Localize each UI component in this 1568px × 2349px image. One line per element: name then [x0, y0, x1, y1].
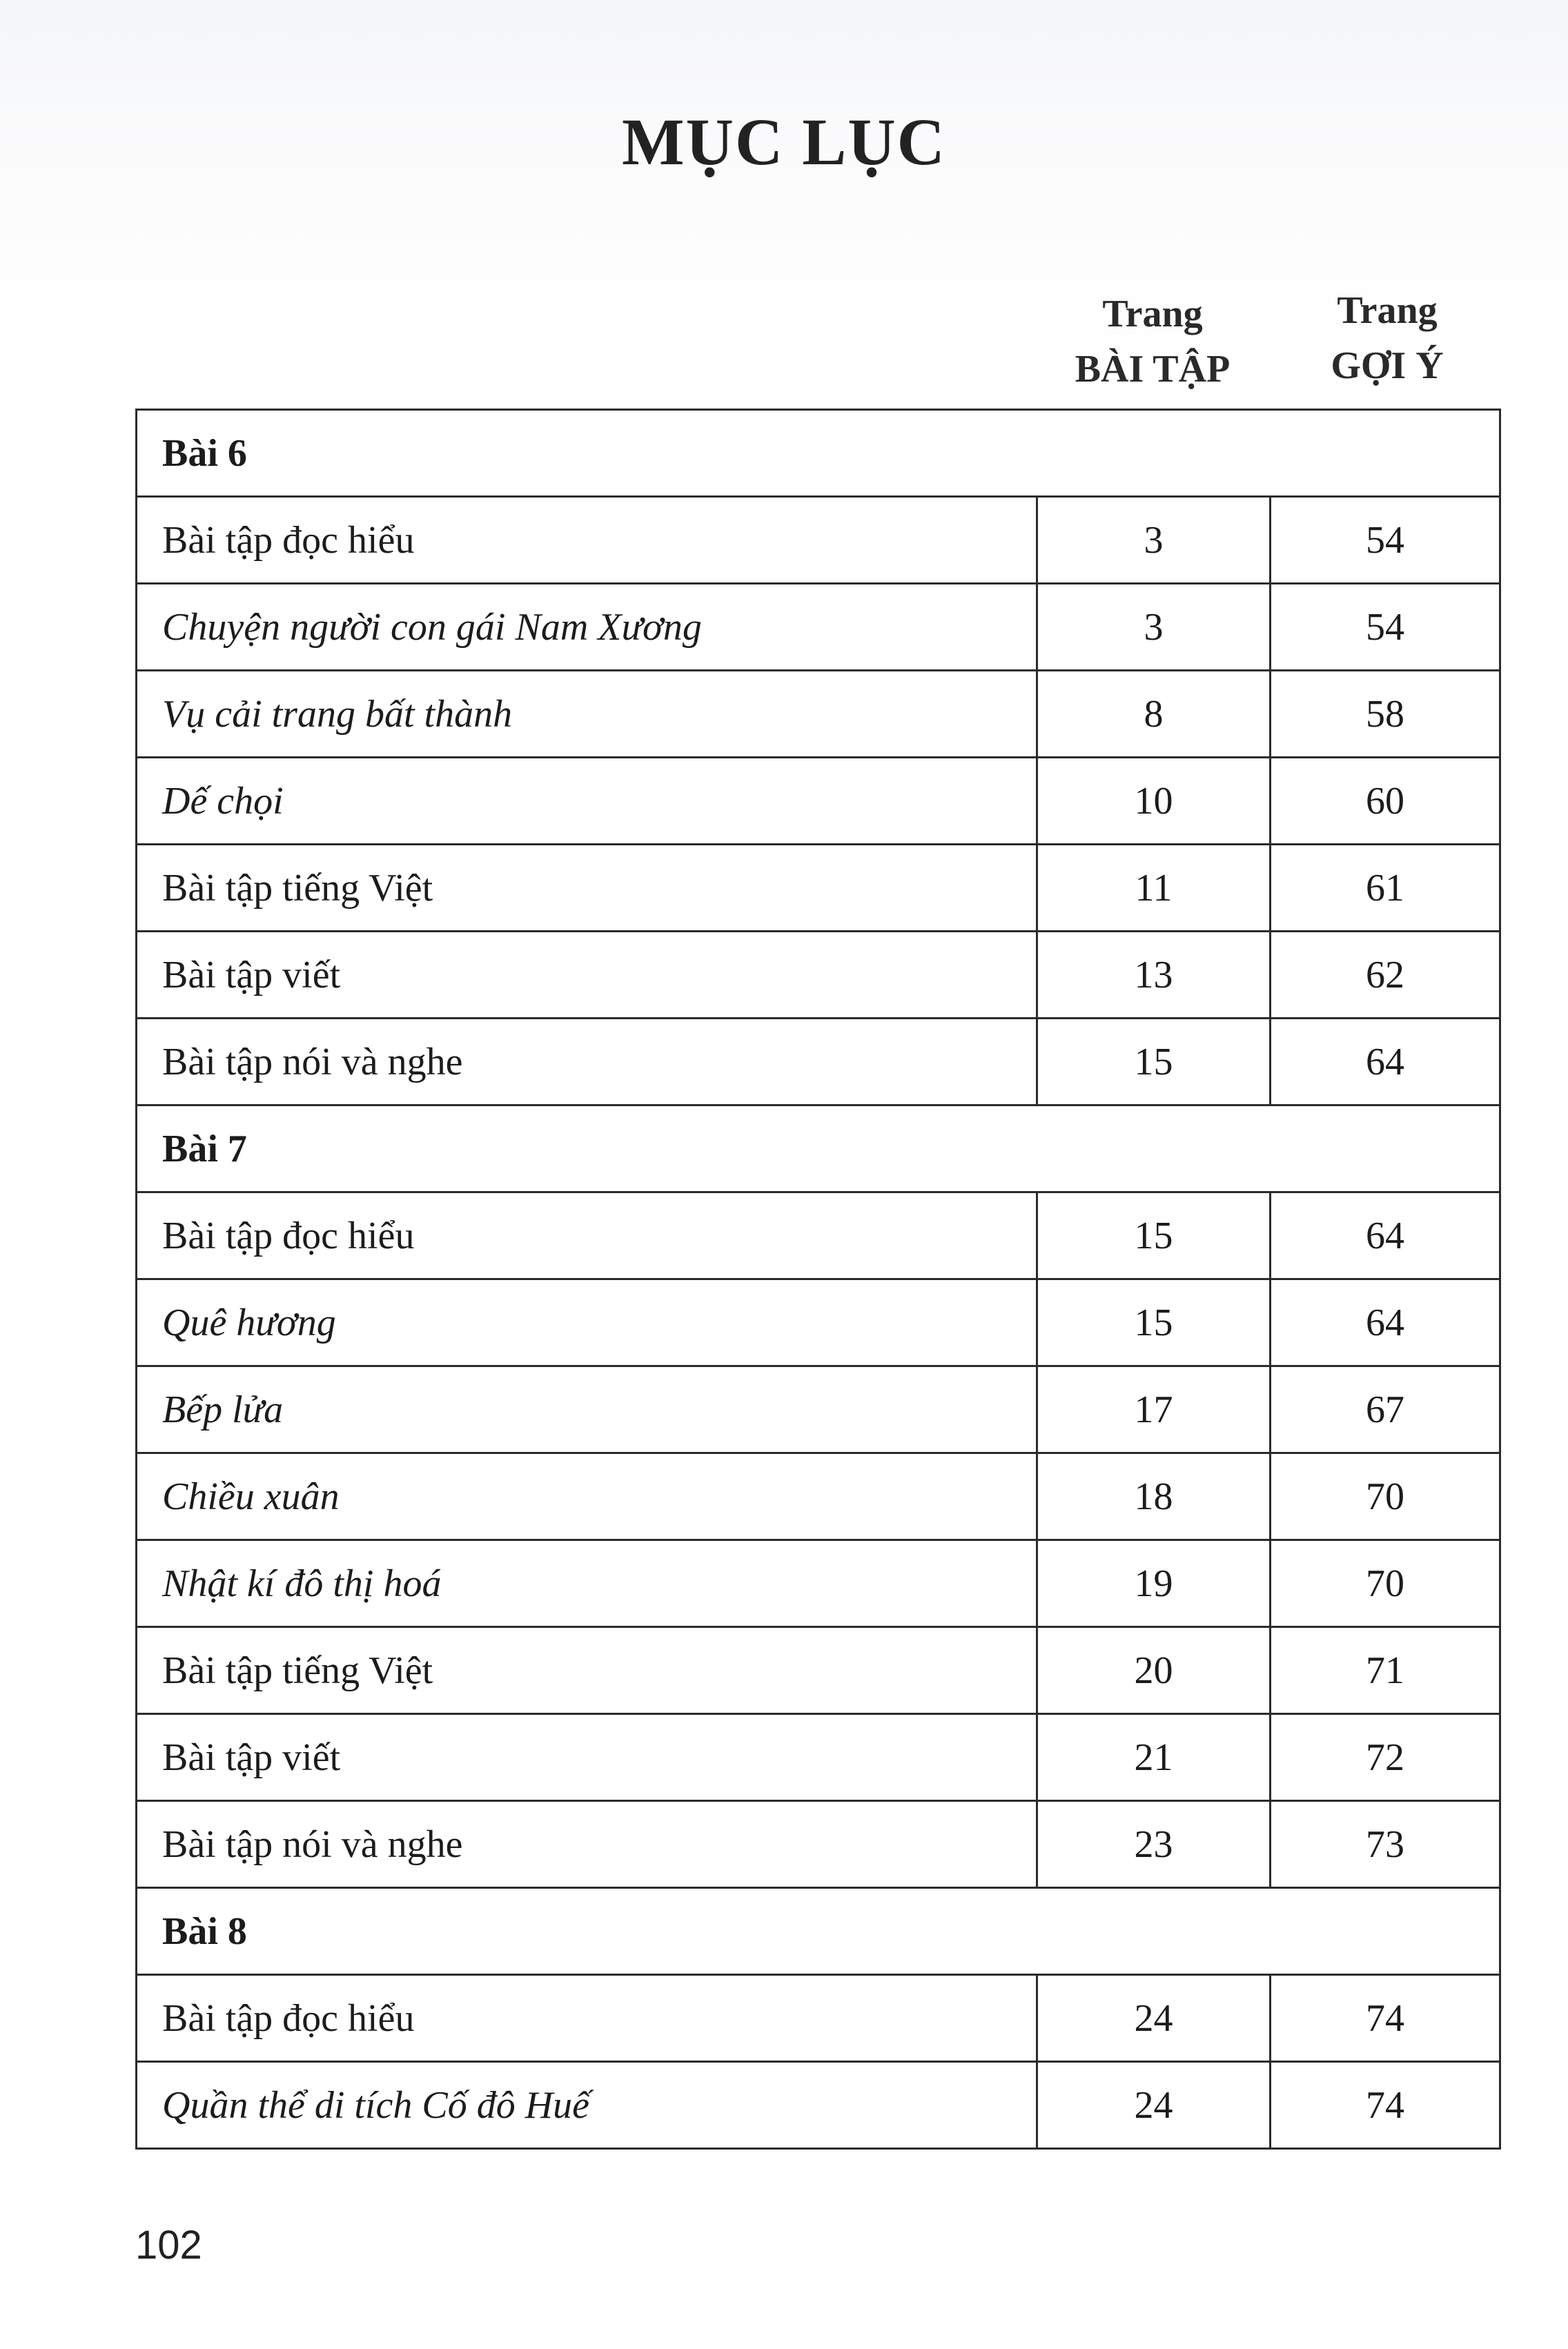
entry-page-bai-tap: 3	[1037, 497, 1271, 584]
table-row	[137, 1019, 1500, 1105]
entry-page-goi-y: 70	[1271, 1540, 1500, 1627]
column-header-goi-y-line2: GỢI Ý	[1331, 344, 1444, 387]
entry-page-goi-y: 64	[1271, 1019, 1500, 1105]
entry-page-bai-tap: 17	[1037, 1366, 1271, 1453]
table-row	[137, 1540, 1500, 1627]
table-row	[137, 1366, 1500, 1453]
entry-title: Quê hương	[137, 1279, 1037, 1366]
entry-page-bai-tap: 21	[1037, 1714, 1271, 1801]
entry-page-goi-y: 72	[1271, 1714, 1500, 1801]
entry-title: Bài tập nói và nghe	[137, 1019, 1037, 1105]
table-row	[137, 584, 1500, 671]
table-row	[137, 1453, 1500, 1540]
entry-page-bai-tap: 10	[1037, 758, 1271, 845]
entry-page-goi-y: 62	[1271, 932, 1500, 1019]
table-row	[137, 1975, 1500, 2062]
entry-page-bai-tap: 24	[1037, 1975, 1271, 2062]
section-heading-row	[137, 1105, 1500, 1192]
entry-title: Chiều xuân	[137, 1453, 1037, 1540]
entry-page-goi-y: 74	[1271, 2062, 1500, 2149]
section-heading-row	[137, 1888, 1500, 1975]
entry-page-bai-tap: 18	[1037, 1453, 1271, 1540]
entry-page-bai-tap: 24	[1037, 2062, 1271, 2149]
table-row	[137, 932, 1500, 1019]
toc-body	[137, 410, 1500, 2149]
entry-title: Bài tập đọc hiểu	[137, 1192, 1037, 1279]
entry-page-bai-tap: 23	[1037, 1801, 1271, 1888]
entry-page-bai-tap: 15	[1037, 1192, 1271, 1279]
section-heading: Bài 8	[137, 1888, 1500, 1975]
entry-title: Quần thể di tích Cố đô Huế	[137, 2062, 1037, 2149]
entry-title: Nhật kí đô thị hoá	[137, 1540, 1037, 1627]
page-title: MỤC LỤC	[622, 105, 946, 179]
table-row	[137, 1801, 1500, 1888]
entry-title: Dế chọi	[137, 758, 1037, 845]
entry-page-goi-y: 71	[1271, 1627, 1500, 1714]
table-row	[137, 1279, 1500, 1366]
column-header-bai-tap-line1: Trang	[1102, 293, 1203, 335]
entry-page-goi-y: 64	[1271, 1192, 1500, 1279]
entry-page-bai-tap: 15	[1037, 1019, 1271, 1105]
table-row	[137, 2062, 1500, 2149]
entry-title: Bài tập đọc hiểu	[137, 497, 1037, 584]
table-row	[137, 671, 1500, 758]
table-row	[137, 1627, 1500, 1714]
entry-page-goi-y: 54	[1271, 497, 1500, 584]
entry-page-bai-tap: 19	[1037, 1540, 1271, 1627]
table-row	[137, 845, 1500, 932]
column-header-goi-y-line1: Trang	[1337, 289, 1438, 332]
table-row	[137, 1714, 1500, 1801]
column-header-bai-tap-line2: BÀI TẬP	[1075, 348, 1231, 391]
section-heading-row	[137, 410, 1500, 497]
entry-title: Bài tập đọc hiểu	[137, 1975, 1037, 2062]
entry-page-goi-y: 54	[1271, 584, 1500, 671]
entry-title: Chuyện người con gái Nam Xương	[137, 584, 1037, 671]
section-heading: Bài 6	[137, 410, 1500, 497]
column-header-bai-tap	[1035, 286, 1270, 397]
entry-page-bai-tap: 8	[1037, 671, 1271, 758]
entry-page-goi-y: 67	[1271, 1366, 1500, 1453]
entry-title: Vụ cải trang bất thành	[137, 671, 1037, 758]
entry-title: Bài tập tiếng Việt	[137, 845, 1037, 932]
entry-page-goi-y: 60	[1271, 758, 1500, 845]
entry-page-goi-y: 73	[1271, 1801, 1500, 1888]
entry-title: Bài tập viết	[137, 932, 1037, 1019]
entry-title: Bài tập viết	[137, 1714, 1037, 1801]
entry-page-bai-tap: 3	[1037, 584, 1271, 671]
entry-page-goi-y: 58	[1271, 671, 1500, 758]
entry-title: Bếp lửa	[137, 1366, 1037, 1453]
entry-title: Bài tập nói và nghe	[137, 1801, 1037, 1888]
table-of-contents	[135, 409, 1501, 2150]
section-heading: Bài 7	[137, 1105, 1500, 1192]
entry-title: Bài tập tiếng Việt	[137, 1627, 1037, 1714]
entry-page-goi-y: 64	[1271, 1279, 1500, 1366]
table-row	[137, 758, 1500, 845]
entry-page-bai-tap: 13	[1037, 932, 1271, 1019]
table-row	[137, 497, 1500, 584]
entry-page-goi-y: 70	[1271, 1453, 1500, 1540]
entry-page-bai-tap: 11	[1037, 845, 1271, 932]
entry-page-goi-y: 61	[1271, 845, 1500, 932]
entry-page-bai-tap: 20	[1037, 1627, 1271, 1714]
entry-page-bai-tap: 15	[1037, 1279, 1271, 1366]
page-number: 102	[135, 2223, 202, 2268]
column-header-goi-y	[1270, 283, 1505, 393]
table-row	[137, 1192, 1500, 1279]
entry-page-goi-y: 74	[1271, 1975, 1500, 2062]
